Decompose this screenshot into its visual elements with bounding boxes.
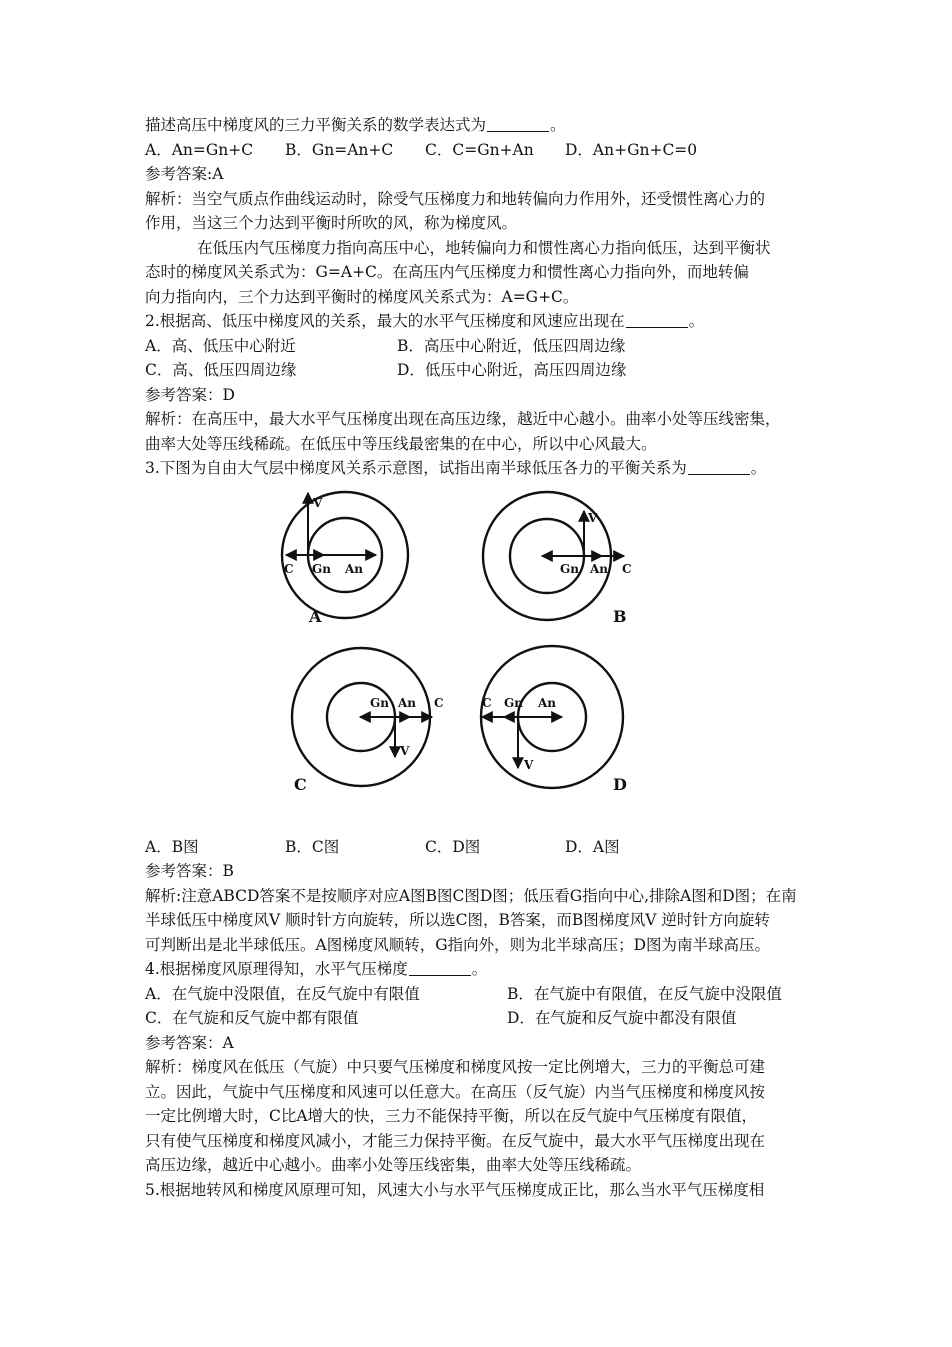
answer-blank[interactable] xyxy=(409,960,471,976)
q1-analysis-line: 解析：当空气质点作曲线运动时，除受气压梯度力和地转偏向力作用外，还受惯性离心力的 xyxy=(145,189,766,208)
q3-option-a[interactable]: A．B图 xyxy=(145,837,199,856)
panel-a-c-label: C xyxy=(284,561,294,576)
q1-option-c[interactable]: C．C=Gn+An xyxy=(425,140,534,159)
q2-option-a[interactable]: A．高、低压中心附近 xyxy=(145,336,296,355)
q4-answer: 参考答案：A xyxy=(145,1033,234,1052)
q3-analysis-line: 解析:注意ABCD答案不是按顺序对应A图B图C图D图；低压看G指向中心,排除A图和D图；在南 xyxy=(145,886,797,905)
q1-options xyxy=(145,138,815,163)
panel-a-label: A xyxy=(309,606,322,626)
q4-option-b[interactable]: B．在气旋中有限值，在反气旋中没限值 xyxy=(507,984,782,1003)
panel-b-v-label: V xyxy=(588,510,598,525)
panel-d-a-label: An xyxy=(538,695,557,710)
panel-a-g-label: Gn xyxy=(312,561,331,576)
q3-option-d[interactable]: D．A图 xyxy=(565,837,620,856)
panel-a-a-label: An xyxy=(345,561,364,576)
q4-analysis-line: 只有使气压梯度和梯度风减小，才能三力保持平衡。在反气旋中，最大水平气压梯度出现在 xyxy=(145,1131,766,1150)
panel-c-g-label: Gn xyxy=(370,695,389,710)
panel-b-label: B xyxy=(613,606,627,626)
q1-option-a[interactable]: A．An=Gn+C xyxy=(145,140,254,159)
q4-analysis-line: 一定比例增大时，C比A增大的快，三力不能保持平衡，所以在反气旋中气压梯度有限值， xyxy=(145,1107,758,1125)
q4-analysis-line: 高压边缘，越近中心越小。曲率小处等压线密集，曲率大处等压线稀疏。 xyxy=(145,1156,642,1174)
q3-stem: 3.下图为自由大气层中梯度风关系示意图，试指出南半球低压各力的平衡关系为 。 xyxy=(145,459,767,477)
q4-analysis-line: 解析：梯度风在低压（气旋）中只要气压梯度和梯度风按一定比例增大，三力的平衡总可建 xyxy=(145,1058,766,1076)
panel-c-v-label: V xyxy=(400,743,410,758)
q4-options-row2 xyxy=(145,1006,815,1031)
q3-analysis-line: 可判断出是北半球低压。A图梯度风顺转，G指向外，则为北半球高压；D图为南半球高压。 xyxy=(145,935,771,954)
panel-c-c-label: C xyxy=(434,695,444,710)
q3-option-c[interactable]: C．D图 xyxy=(425,837,481,856)
q2-option-d[interactable]: D．低压中心附近，高压四周边缘 xyxy=(397,361,627,379)
panel-a-v-label: V xyxy=(313,495,323,510)
q1-analysis-line: 向力指向内，三个力达到平衡时的梯度风关系式为：A=G+C。 xyxy=(145,287,579,306)
q2-stem: 2.根据高、低压中梯度风的关系，最大的水平气压梯度和风速应出现在 。 xyxy=(145,312,705,330)
q2-answer: 参考答案：D xyxy=(145,385,235,404)
panel-d-g-label: Gn xyxy=(504,695,523,710)
q3-options xyxy=(145,835,815,860)
panel-b-a-label: An xyxy=(590,561,609,576)
panel-b-g-label: Gn xyxy=(560,561,579,576)
q4-options-row1 xyxy=(145,982,815,1007)
panel-c-a-label: An xyxy=(398,695,417,710)
panel-c-label: C xyxy=(294,774,307,794)
gradient-wind-figure xyxy=(145,485,815,835)
q4-stem: 4.根据梯度风原理得知，水平气压梯度 。 xyxy=(145,960,488,978)
panel-b-c-label: C xyxy=(622,561,632,576)
q4-option-d[interactable]: D．在气旋和反气旋中都没有限值 xyxy=(507,1009,737,1027)
q2-options-row1 xyxy=(145,334,815,359)
q1-stem: 描述高压中梯度风的三力平衡关系的数学表达式为 。 xyxy=(145,116,566,134)
panel-d-label: D xyxy=(613,774,627,794)
q1-answer: 参考答案:A xyxy=(145,165,224,183)
q3-analysis-line: 半球低压中梯度风V 顺时针方向旋转，所以选C图，B答案，而B图梯度风V 逆时针方向旋转 xyxy=(145,911,770,929)
panel-d-c-label: C xyxy=(482,695,492,710)
q2-options-row2 xyxy=(145,358,815,383)
q1-analysis-line: 态时的梯度风关系式为：G=A+C。在高压内气压梯度力和惯性离心力指向外，而地转偏 xyxy=(145,263,749,281)
q3-option-b[interactable]: B．C图 xyxy=(285,837,340,856)
q1-option-b[interactable]: B．Gn=An+C xyxy=(285,140,394,159)
document-page xyxy=(145,113,815,1202)
q5-stem: 5.根据地转风和梯度风原理可知，风速大小与水平气压梯度成正比，那么当水平气压梯度相 xyxy=(145,1180,765,1199)
q2-analysis-line: 解析：在高压中，最大水平气压梯度出现在高压边缘，越近中心越小。曲率小处等压线密集， xyxy=(145,410,781,428)
panel-d-v-label: V xyxy=(524,757,534,772)
q1-analysis-line: 在低压内气压梯度力指向高压中心，地转偏向力和惯性离心力指向低压，达到平衡状 xyxy=(197,238,771,257)
q4-analysis-line: 立。因此，气旋中气压梯度和风速可以任意大。在高压（反气旋）内当气压梯度和梯度风按 xyxy=(145,1082,766,1101)
answer-blank[interactable] xyxy=(688,459,750,475)
q2-option-c[interactable]: C．高、低压四周边缘 xyxy=(145,361,297,379)
q1-option-d[interactable]: D．An+Gn+C=0 xyxy=(565,140,698,159)
q2-option-b[interactable]: B．高压中心附近，低压四周边缘 xyxy=(397,336,626,355)
gradient-wind-diagram xyxy=(280,485,660,830)
q1-analysis-line: 作用，当这三个力达到平衡时所吹的风，称为梯度风。 xyxy=(145,214,518,232)
answer-blank[interactable] xyxy=(487,116,549,132)
q4-option-a[interactable]: A．在气旋中没限值，在反气旋中有限值 xyxy=(145,984,420,1003)
q2-analysis-line: 曲率大处等压线稀疏。在低压中等压线最密集的在中心，所以中心风最大。 xyxy=(145,434,657,453)
q3-answer: 参考答案：B xyxy=(145,862,234,880)
q4-option-c[interactable]: C．在气旋和反气旋中都有限值 xyxy=(145,1009,359,1027)
answer-blank[interactable] xyxy=(626,312,688,328)
